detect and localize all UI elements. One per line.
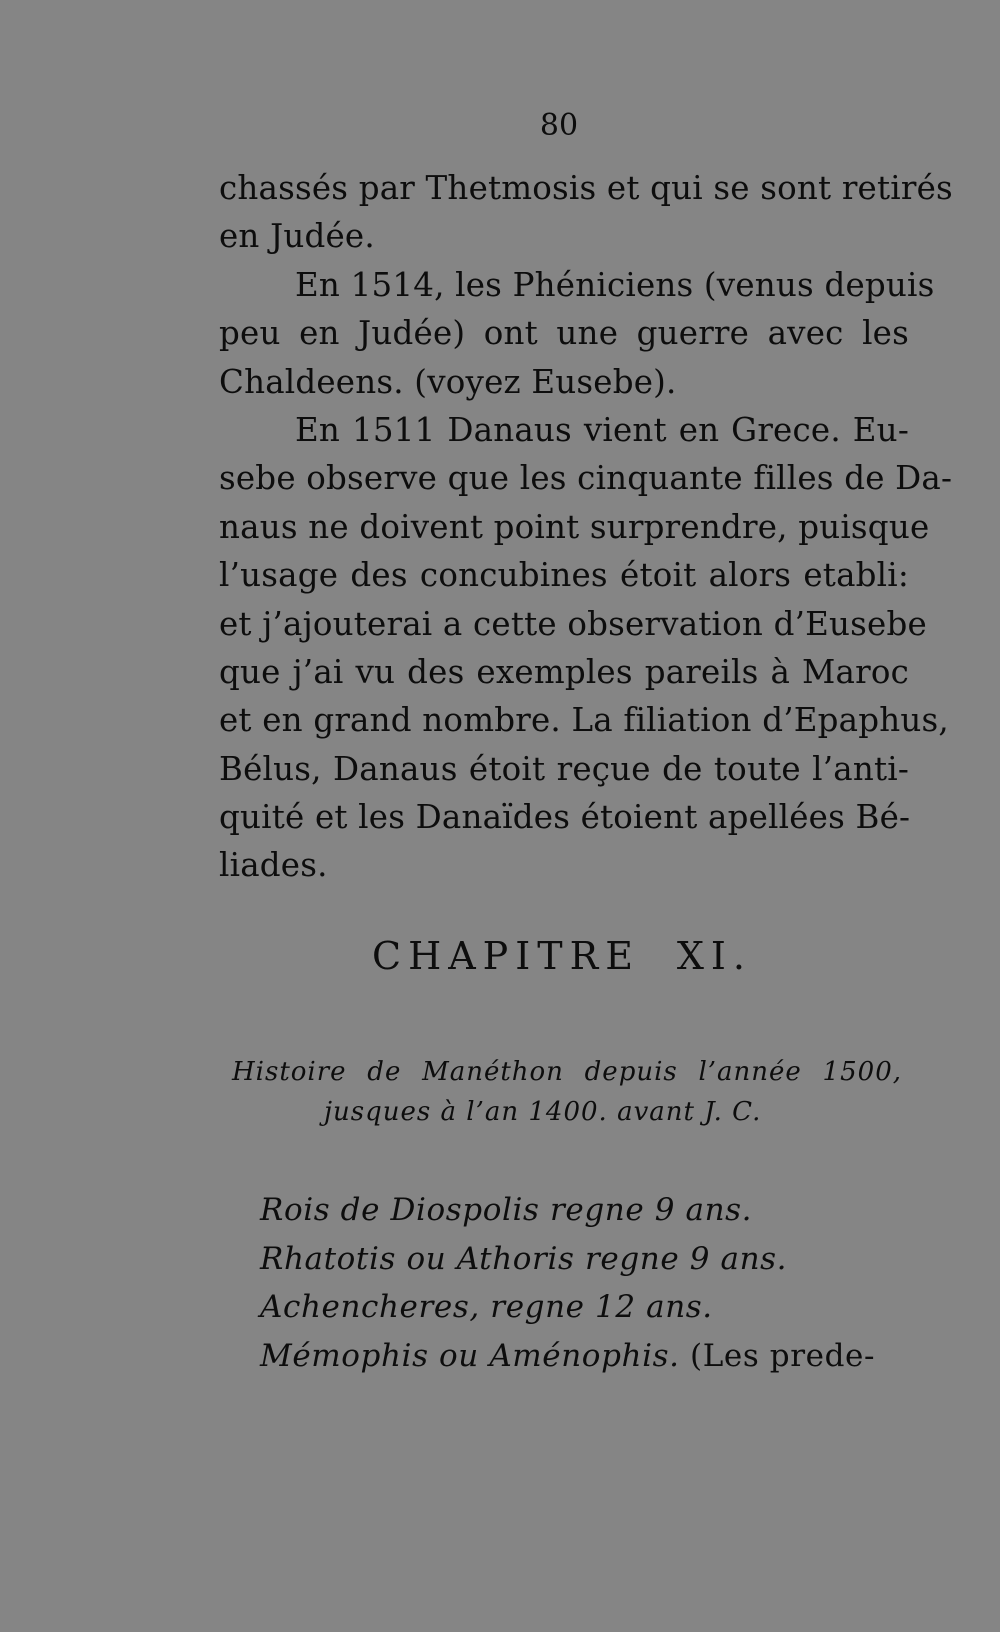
- king-names: Mémophis ou Aménophis.: [260, 1337, 680, 1374]
- text-line: En 1514, les Phéniciens (venus depuis: [295, 265, 935, 304]
- text-line: Bélus, Danaus étoit reçue de toute l’anti-: [219, 749, 909, 788]
- page-number: 80: [539, 108, 579, 143]
- text-line: l’usage des concubines étoit alors etabli:: [219, 556, 909, 595]
- continuation-text: (Les prede-: [679, 1337, 876, 1374]
- king-entry: [260, 1332, 915, 1381]
- subtitle-line: jusques à l’an 1400. avant J. C.: [324, 1097, 762, 1127]
- chapter-heading: CHAPITRE XI.: [372, 934, 752, 978]
- king-entry: Rhatotis ou Athoris regne 9 ans.: [260, 1240, 788, 1277]
- subtitle-line: Histoire de Manéthon depuis l’année 1500,: [232, 1057, 902, 1087]
- text-line: Chaldeens. (voyez Eusebe).: [219, 362, 677, 401]
- kings-list: [260, 1186, 915, 1380]
- king-entry: Rois de Diospolis regne 9 ans.: [260, 1192, 753, 1228]
- text-line: peu en Judée) ont une guerre avec les: [219, 314, 909, 353]
- text-line: chassés par Thetmosis et qui se sont retirés: [219, 169, 953, 207]
- text-line: En 1511 Danaus vient en Grece. Eu-: [295, 410, 909, 449]
- text-line: quité et les Danaïdes étoient apellées Bé-: [219, 798, 911, 837]
- text-line: naus ne doivent point surprendre, puisque: [219, 507, 930, 546]
- text-line: en Judée.: [219, 217, 375, 256]
- text-line: sebe observe que les cinquante filles de Da-: [219, 459, 953, 498]
- chapter-subtitle: [232, 1052, 902, 1132]
- text-line: et en grand nombre. La filiation d’Epaphus,: [219, 701, 949, 740]
- body-paragraphs: [219, 164, 953, 890]
- king-entry: Achencheres, regne 12 ans.: [260, 1289, 713, 1325]
- text-line: que j’ai vu des exemples pareils à Maroc: [219, 652, 909, 691]
- text-line: liades.: [219, 846, 328, 885]
- text-line: et j’ajouterai a cette observation d’Eusebe: [219, 604, 927, 643]
